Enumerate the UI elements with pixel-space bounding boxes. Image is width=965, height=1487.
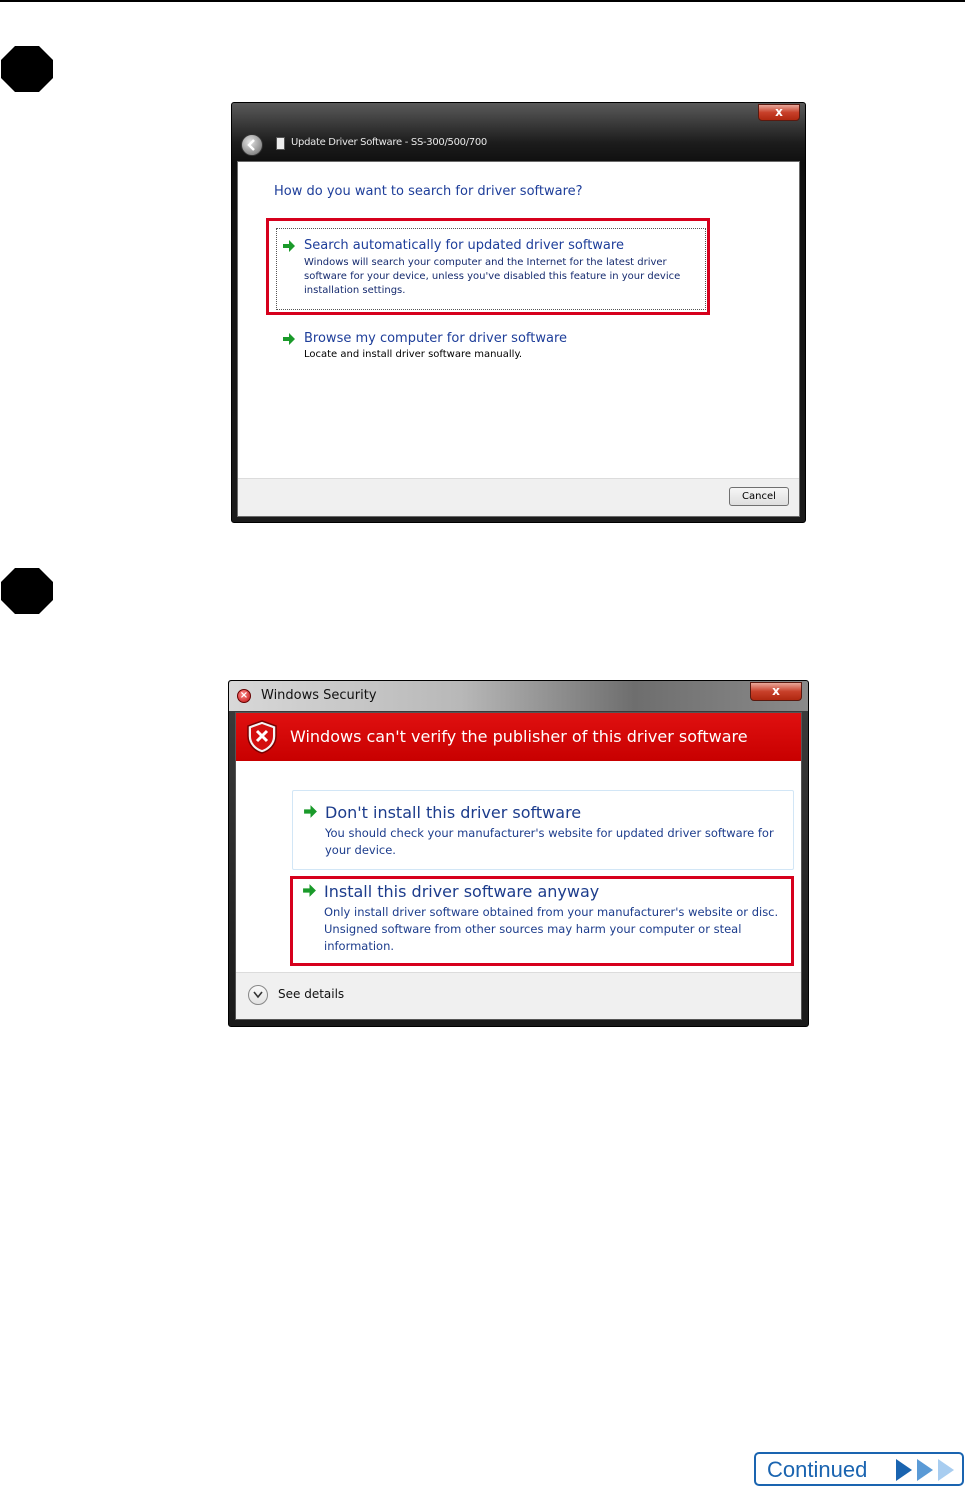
windows-security-dialog <box>228 680 809 1027</box>
dialog1-footer <box>238 478 799 516</box>
dialog2-content <box>235 712 802 1020</box>
security-error-icon: × <box>237 689 251 703</box>
dont-install-option[interactable] <box>303 803 783 863</box>
dialog1-question: How do you want to search for driver software? <box>274 184 583 199</box>
option-description: Locate and install driver software manually. <box>304 349 523 360</box>
highlight-box <box>266 218 710 315</box>
warning-banner <box>236 713 801 761</box>
option-title: Search automatically for updated driver software <box>304 238 624 253</box>
banner-message: Windows can't verify the publisher of this driver software <box>290 727 748 746</box>
dialog1-close-button[interactable]: x <box>758 104 800 121</box>
highlight-box <box>290 876 794 966</box>
option-description: Only install driver software obtained from your manufacturer's website or disc. Unsigned software from other sources may harm your computer or steal information. <box>324 905 779 953</box>
device-icon <box>276 137 285 150</box>
green-arrow-icon <box>282 332 296 346</box>
see-details-toggle[interactable] <box>248 985 268 1005</box>
option-description: You should check your manufacturer's website for updated driver software for your device. <box>325 826 774 857</box>
browse-computer-option[interactable] <box>282 331 702 371</box>
option-title: Install this driver software anyway <box>324 882 600 901</box>
dialog2-footer <box>236 972 801 1019</box>
page-top-rule <box>0 0 965 2</box>
green-arrow-icon <box>303 804 318 819</box>
step-badge-1-icon <box>1 46 53 92</box>
back-button[interactable] <box>241 134 263 156</box>
dialog2-close-button[interactable]: x <box>750 682 802 701</box>
dont-install-option-frame <box>292 790 794 870</box>
back-arrow-icon <box>245 138 259 152</box>
see-details-link[interactable]: See details <box>278 987 345 1001</box>
step-badge-2-icon <box>1 568 53 614</box>
dialog2-title: Windows Security <box>261 688 377 703</box>
option-description: Windows will search your computer and the Internet for the latest driver software for your device, unless you've disabled this feature in your device installation settings. <box>304 257 681 296</box>
chevron-down-icon <box>253 991 263 999</box>
shield-error-icon <box>246 720 278 754</box>
dialog1-content <box>237 161 800 517</box>
continued-label: Continued <box>767 1457 868 1482</box>
cancel-button[interactable]: Cancel <box>729 487 789 506</box>
option-title: Browse my computer for driver software <box>304 331 567 346</box>
forward-arrows-icon <box>896 1459 958 1481</box>
dialog1-title: Update Driver Software - SS-300/500/700 <box>291 137 487 148</box>
option-title: Don't install this driver software <box>325 803 582 822</box>
continued-button[interactable] <box>754 1452 964 1486</box>
